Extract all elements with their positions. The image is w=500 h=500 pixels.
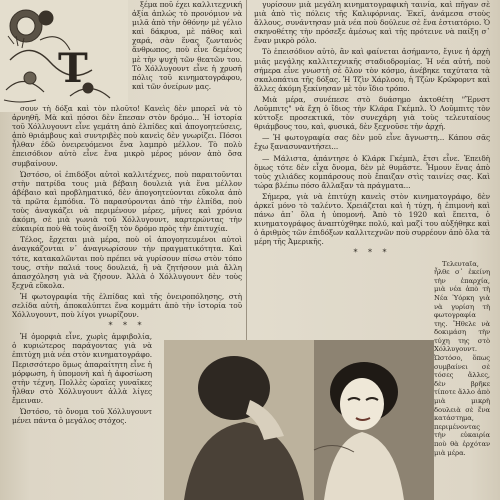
paragraph: Τὸ ἐπεισόδιον αὐτὸ, ἂν καὶ φαίνεται ἀσήμαντο, ἔγινε ἡ ἀρχὴ μιᾶς μεγάλης καλλιτεχνικῆς σταδιοδρομίας. Ἡ νέα αὐτή, ποὺ σήμερα εἶνε γνωστὴ σὲ ὅλον τὸν κόσμο, ἀνέβηκε ταχύτατα τὰ σκαλοπάτια τῆς δόξας. Ἡ Τζὶν Χάρλοου, ἡ Τζὼν Κρῶφορντ καὶ ἄλλες ἀκόμη ξεκίνησαν μὲ τὸν ἴδιο τρόπο. bbox=[254, 47, 490, 93]
film-still-photo bbox=[164, 340, 434, 500]
paragraph: Τέλος, ἔρχεται μιὰ μέρα, ποὺ οἱ ἀπογοητευμένοι αὐτοὶ ἀναγκάζονται ν᾽ ἀναγνωρίσουν τὴν πραγματικότητα. Καὶ τότε, κατακαλῶνται ποὺ πρέπει νὰ γυρίσουν πίσω στὸν τόπο τους, στὴν παλιά τους δουλειά, ἢ νὰ ζητήσουν μιὰ ἄλλη ἀπασχόληση γιὰ νὰ ζήσουν. Ἀλλὰ ὁ Χόλλυγουντ δὲν τοὺς ξεχνᾶ εὔκολα. bbox=[12, 235, 242, 290]
paragraph: Μιὰ μέρα, συνέπεσε στὸ δυάσημο ἀκτοθέτη "Ἔρνστ Λοῦμπιτς" νὰ ἔχη ὁ ἴδιος τὴν Κλάρα Γκέμπλ. Ὁ Λοῦμπιτς τὸν κύττοξε προσεκτικά, τὸν συνεχάρη γιὰ τοὺς τελευταίους θριάμβους του, καὶ, φυσικά, δὲν ξεχνοῦσε τὴν ἀρχή. bbox=[254, 94, 490, 132]
paragraph: Ἡ φωτογραφία τῆς ἐλπίδας καὶ τῆς ὀνειροπόλησης, στὴ σελίδα αὐτὴ, ἀποκαλύπτει ἕνα κομμάτι ἀπὸ τὴν ἱστορία τοῦ Χόλλυγουντ, ποὺ λίγοι γνωρίζουν. bbox=[12, 291, 242, 320]
intro-paragraph: ξέμα ποῦ έχει καλλιτεχνική ἀξία ἀπλώς τὸ προνόμιον νὰ μιλᾶ ἀπὸ τὴν ὀθόνην μὲ γέλιο καὶ δάκρυα, μὲ πάθος καὶ χαρά, σὰν ἕνας ζωντανὸς ἄνθρωπος, ποὺ εἶνε δεμένος μὲ τὴν ψυχὴ τῶν θεατῶν του. Τὸ Χόλλυγουντ εἶνε ἡ χρυσῆ πόλις τοῦ κινηματογράφου, καὶ τῶν ὀνείρων μας. bbox=[132, 0, 242, 91]
paragraph: Τελευταῖα, ἦλθε σ᾽ ἐκείνη τὴν ἐπαρχία, μιὰ νέα ἀπὸ τὴ Νέα Ὑόρκη γιὰ νὰ γυρίση τὴ φωτογραφία της. Ἤθελε νὰ δοκιμάση τὴν τύχη της στὸ Χόλλυγουντ. Ὡστόσο, ὅπως συμβαίνει σὲ τόσες ἄλλες, δὲν βρῆκε τίποτε ἄλλο ἀπὸ μιὰ μικρὴ δουλειὰ σὲ ἕνα κατάστημα, περιμένοντας τὴν εὐκαιρία ποὺ θὰ ἐρχόταν μιὰ μέρα. bbox=[434, 259, 490, 457]
section-divider: * * * bbox=[108, 321, 146, 331]
paragraph: Ἡ ὀμορφιὰ εἶνε, χωρὶς ἀμφιβολία, ὁ κυριώτερος παράγοντας γιὰ νὰ ἐπιτύχη μιὰ νέα στὸν κινηματογράφο. Περισσότερο ὅμως ἀπαραίτητη εἶνε ἡ μόρφωση, ἡ ὑπομονὴ καὶ ἡ ἀφοσίωση στὴν τέχνη. Πολλὲς ὡραῖες γυναῖκες ἦλθαν στὸ Χόλλυγουντ ἀλλὰ λίγες ἔμειναν. bbox=[12, 332, 152, 405]
dialogue-line: — Ἡ φωτογραφία σας δὲν μοῦ εἶνε ἄγνωστη... Κάπου σᾶς ἔχω ξανασυναντήσει... bbox=[254, 133, 490, 152]
paragraph: Ὡστόσο, οἱ ἐπιδόξοι αὐτοὶ καλλιτέχνες, ποὺ παραιτοῦνται στὴν πατρίδα τους μιὰ βέβαιη δουλειὰ γιὰ ἕνα μέλλον ἀβέβαιο καὶ προβληματικό, δὲν ἀπογοητεύονται εὔκολα ἀπὸ τὰ πρῶτα ἐμπόδια. Τὸ παρασύρονται ἀπὸ τὴν ἐλπίδα, ποὺ τοὺς ἀναγκάζει νὰ περιμένουν μέρες, μῆνες καὶ χρόνια ἀκόμη, σὲ μιὰ γωνιὰ τοῦ Χόλλυγουντ, καρτερώντας τὴν εὐκαιρία ποὺ θὰ τοὺς ἀνοίξη τὸν δρόμο πρὸς τὴν ἐπιτυχία. bbox=[12, 169, 242, 234]
svg-text:T: T bbox=[58, 45, 88, 92]
paragraph: γυρίσουν μιὰ μεγάλη κινηματογραφικὴ ταινία, καὶ πῆγαν σὲ μιὰ ἀπὸ τὶς πόλεις τῆς Καλιφόρνιας. Ἐκεῖ, ἀνάμεσα στοὺς ἄλλους, συνάντησαν μιὰ νέα ποὺ δούλευε σὲ ἕνα ἐστιατόριο. Ὁ σκηνοθέτης τὴν πρόσεξε ἀμέσως καὶ τῆς πρότεινε νὰ παίξη σ᾽ ἕναν μικρὸ ρόλο. bbox=[254, 0, 490, 46]
paragraph: Ὡστόσο, τὸ ὄνομα τοῦ Χόλλυγουντ μένει πάντα ὁ μεγάλος στόχος. bbox=[12, 407, 152, 426]
section-divider: * * * bbox=[353, 248, 391, 258]
paragraph: Σήμερα, γιὰ νὰ ἐπιτύχη κανεὶς στὸν κινηματογράφο, δὲν ἀρκεῖ μόνο τὸ ταλέντο. Χρειάζεται καὶ ἡ τύχη, ἡ ἐπιμονὴ καὶ πάνω ἀπ᾽ ὅλα ἡ ὑπομονή. Ἀπὸ τὸ 1920 καὶ ἔπειτα, ὁ κινηματογράφος ἀναπτύχθηκε πολύ, καὶ μαζί του αὐξήθηκε καὶ ὁ ἀριθμὸς τῶν ἐπιδόξων καλλιτεχνῶν ποὺ συρρέουν ἀπὸ ὅλα τὰ μέρη τῆς Ἀμερικῆς. bbox=[254, 191, 490, 247]
paragraph: σουν τὴ δόξα καὶ τὸν πλοῦτο! Κανεὶς δὲν μπορεῖ νὰ τὸ ἀρνηθῆ. Μὰ καὶ πόσοι δὲν ἔπεσαν στὸν δρόμο... Ἡ ἱστορία τοῦ Χόλλυγουντ εἶνε γεμάτη ἀπὸ ἐλπίδες καὶ ἀπογοητεύσεις, ἀπὸ θριάμβους καὶ συντριβὲς ποὺ κανεὶς δὲν γνωρίζει. Πόσοι ἦλθαν ἐδῶ ὀνειρευόμενοι ἕνα λαμπρὸ μέλλον. Τὸ πολὺ ἐπεισόδιον αὐτὸ εἶνε ἕνα μικρὸ μέρος μόνον ἀπὸ ὅσα συμβαίνουν. bbox=[12, 104, 242, 168]
dialogue-line: — Μάλιστα, ἀπάντησε ὁ Κλάρκ Γκέμπλ, ἔτσι εἶνε. Ἐπειδὴ ὅμως τότε δὲν εἶχα ὄνομα, δὲν μὲ θυμᾶστε. Ἦμουν ἕνας ἀπὸ τοὺς χιλιάδες κομπάρσους ποὺ ἔπαιζαν στὶς ταινίες σας. Καὶ τώρα βλέπω πόσο ἄλλαξαν τὰ πράγματα... bbox=[254, 153, 490, 190]
